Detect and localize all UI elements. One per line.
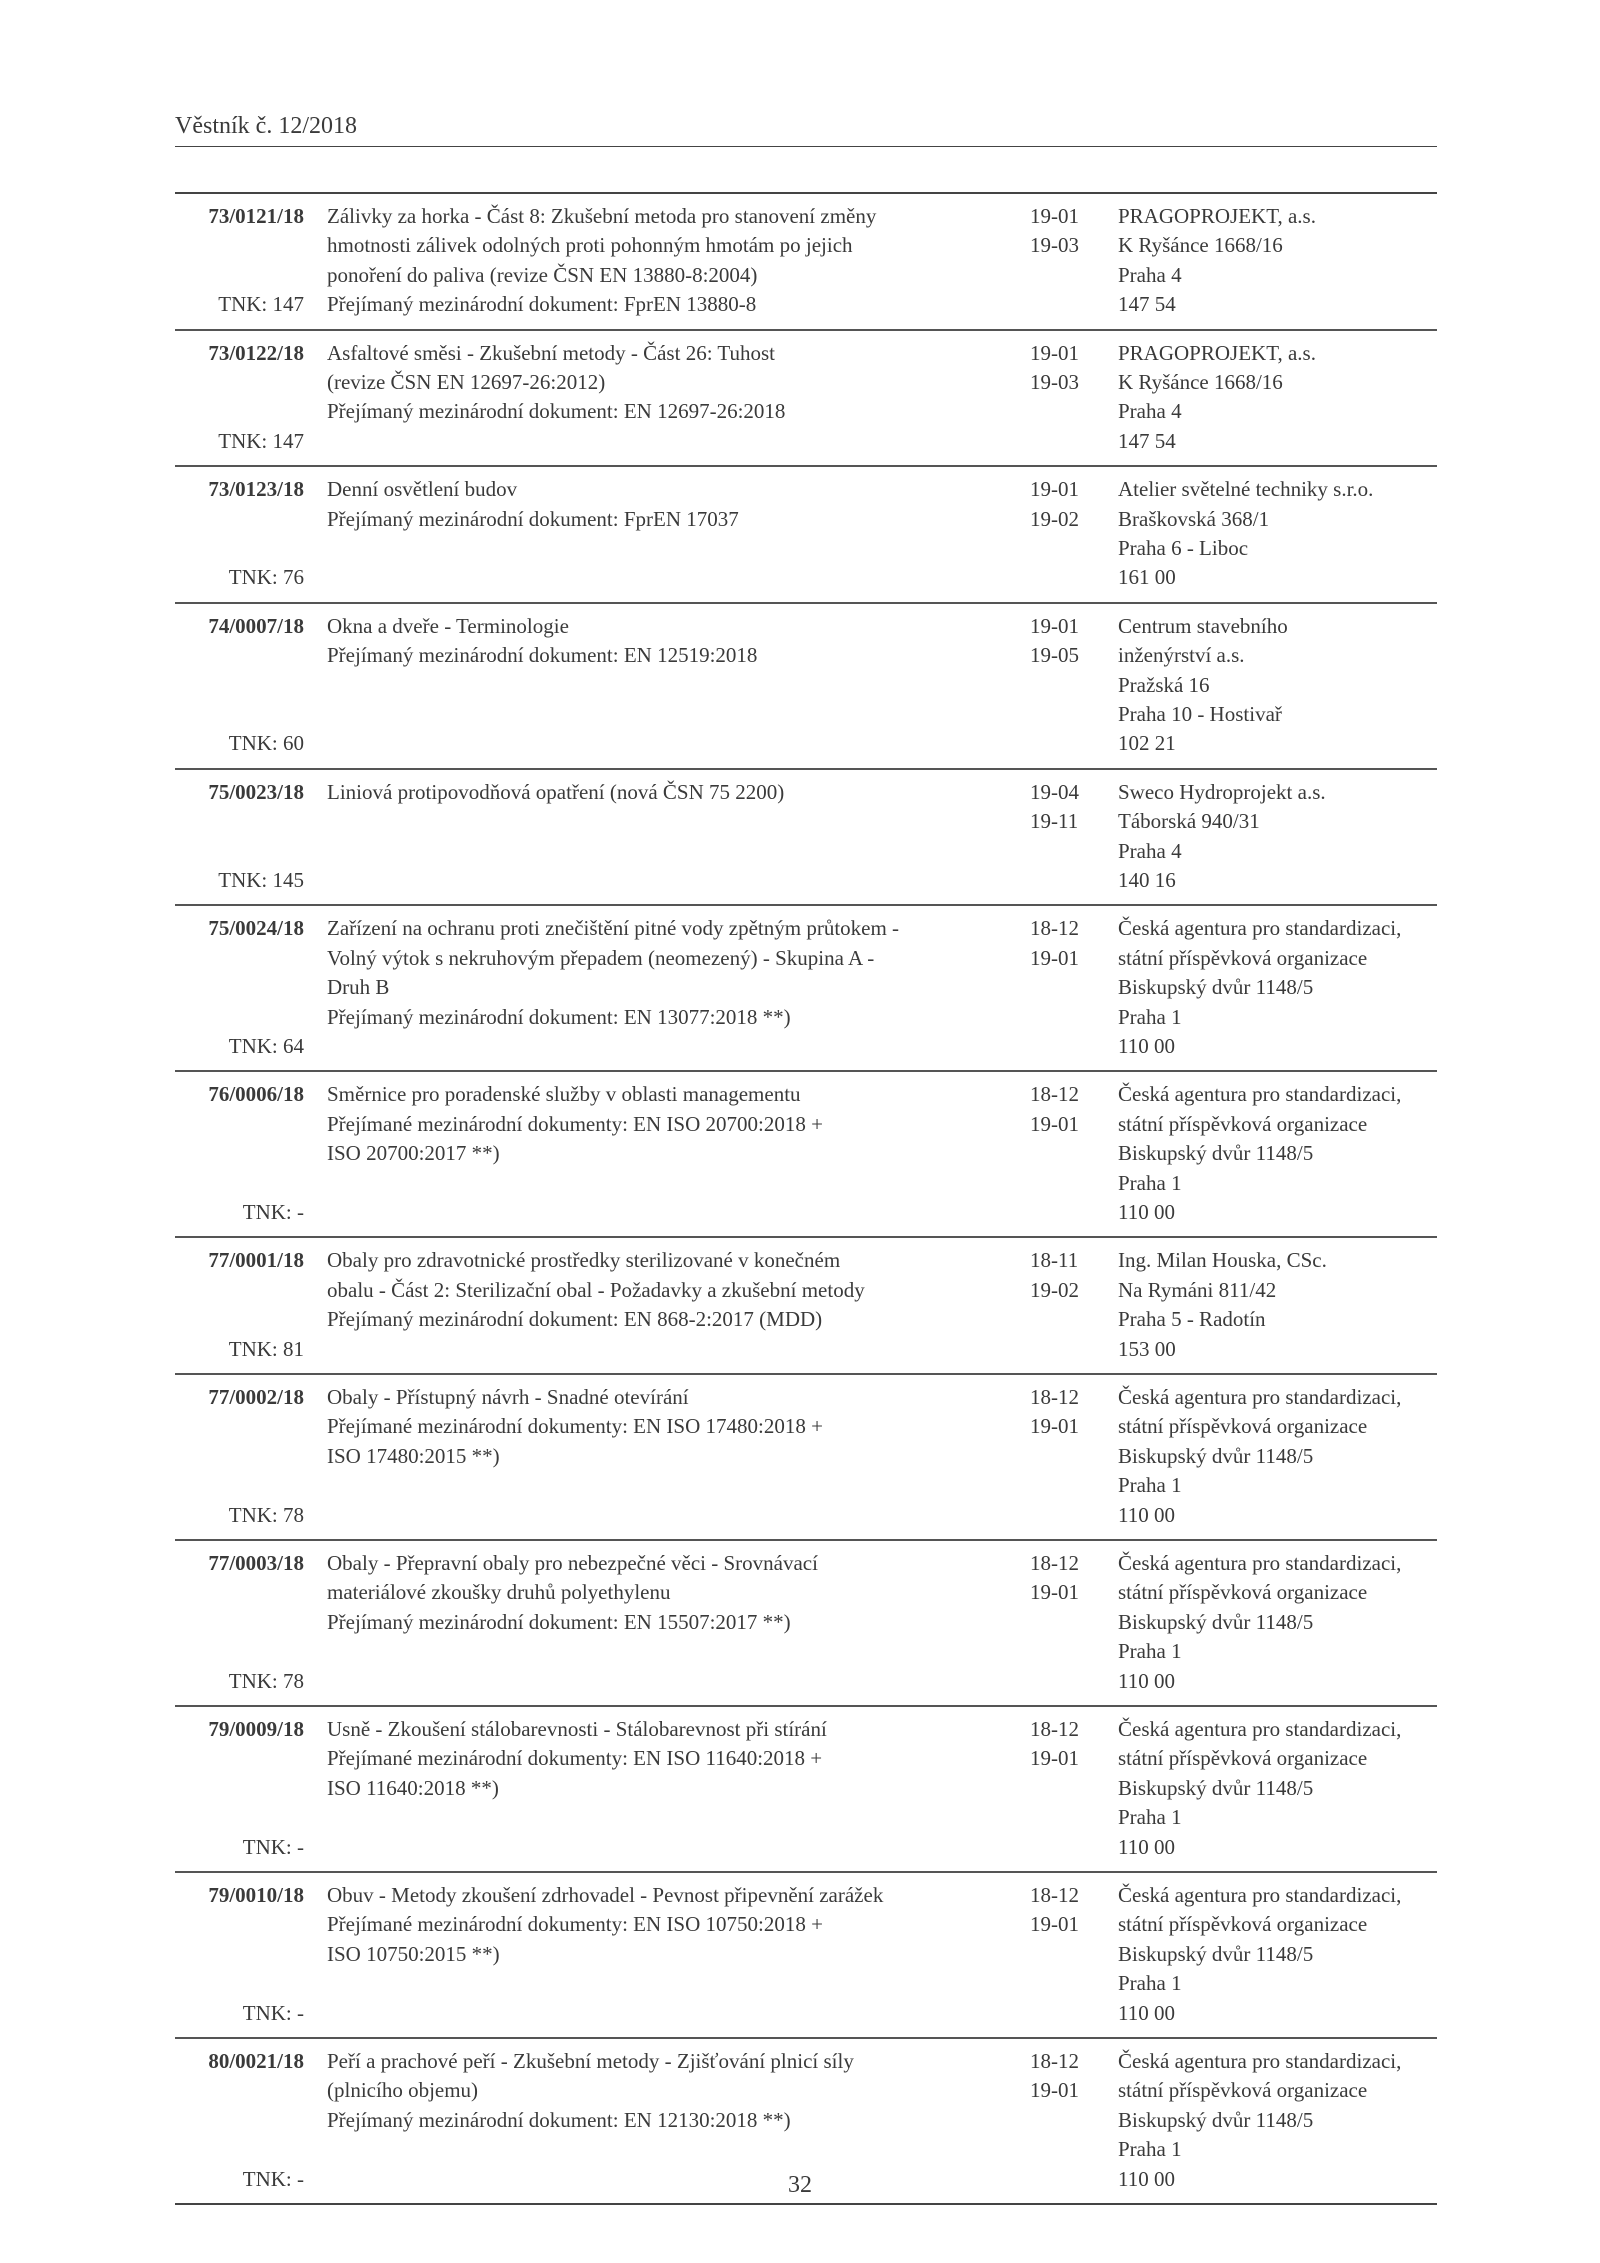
- tnk-number: TNK: -: [242, 2166, 304, 2191]
- contact-line: státní příspěvková organizace: [1118, 1746, 1368, 1771]
- tnk-number: TNK: 60: [228, 731, 304, 756]
- tnk-number: TNK: -: [242, 1200, 304, 1224]
- contact-line: Praha 1: [1118, 1473, 1182, 1498]
- tnk-number: TNK: 78: [228, 1668, 304, 1693]
- contact-line: Praha 5 - Radotín: [1118, 1307, 1266, 1332]
- date-value: 18-12: [1030, 2049, 1079, 2073]
- title-line: Druh B: [327, 975, 390, 1000]
- title-line: materiálové zkoušky druhů polyethylenu: [327, 1580, 671, 1605]
- standard-title: [327, 1549, 1017, 1637]
- title-line: Denní osvětlení budov: [327, 477, 518, 502]
- contact-line: Biskupský dvůr 1148/5: [1118, 1775, 1314, 1800]
- date-value: 19-01: [1030, 613, 1079, 638]
- title-line: Přejímaný mezinárodní dokument: EN 13077:2018 **): [327, 1004, 791, 1029]
- contact-line: Biskupský dvůr 1148/5: [1118, 1941, 1314, 1966]
- contact-line: 110 00: [1118, 1034, 1175, 1059]
- contact-line: Praha 1: [1118, 1170, 1182, 1195]
- title-line: Usně - Zkoušení stálobarevnosti - Stálobarevnost při stírání: [327, 1717, 827, 1741]
- date-value: 18-12: [1030, 1385, 1079, 1409]
- title-line: ISO 10750:2015 **): [327, 1941, 500, 1966]
- date-range: [1030, 475, 1100, 534]
- tnk-number: TNK: 147: [218, 292, 304, 317]
- contact-line: státní příspěvková organizace: [1118, 945, 1368, 970]
- date-value: 19-03: [1030, 370, 1079, 395]
- date-value: 19-01: [1030, 1111, 1079, 1136]
- contact-line: Česká agentura pro standardizaci,: [1118, 916, 1402, 941]
- processor-contact: [1118, 202, 1438, 320]
- standard-title: [327, 612, 1017, 671]
- table-row: [175, 1707, 1437, 1873]
- title-line: Přejímaný mezinárodní dokument: EN 12519:2018: [327, 643, 758, 668]
- contact-line: Praha 1: [1118, 1805, 1182, 1830]
- table-row: [175, 1375, 1437, 1541]
- contact-line: PRAGOPROJEKT, a.s.: [1118, 204, 1316, 228]
- date-value: 19-01: [1030, 477, 1079, 502]
- date-range: [1030, 1715, 1100, 1774]
- standard-code: 79/0010/18: [208, 1883, 304, 1907]
- contact-line: 110 00: [1118, 1200, 1175, 1225]
- date-value: 18-12: [1030, 1717, 1079, 1741]
- date-value: 19-01: [1030, 1746, 1079, 1771]
- date-value: 19-01: [1030, 1580, 1079, 1605]
- date-value: 18-12: [1030, 1883, 1079, 1907]
- date-value: 19-01: [1030, 1912, 1079, 1937]
- tnk-number: TNK: 78: [228, 1502, 304, 1527]
- contact-line: Praha 10 - Hostivař: [1118, 702, 1282, 727]
- date-range: [1030, 778, 1100, 837]
- contact-line: 110 00: [1118, 2166, 1175, 2191]
- standard-title: [327, 1383, 1017, 1471]
- standard-code: 80/0021/18: [208, 2049, 304, 2073]
- title-line: obalu - Část 2: Sterilizační obal - Požadavky a zkušební metody: [327, 1277, 865, 1302]
- date-range: [1030, 612, 1100, 671]
- processor-contact: [1118, 339, 1438, 457]
- standard-title: [327, 339, 1017, 427]
- date-range: [1030, 202, 1100, 261]
- contact-line: Biskupský dvůr 1148/5: [1118, 1141, 1314, 1166]
- standard-title: [327, 202, 1017, 320]
- standard-code: 73/0121/18: [208, 204, 304, 228]
- standard-code: 77/0001/18: [208, 1248, 304, 1273]
- contact-line: Česká agentura pro standardizaci,: [1118, 2049, 1402, 2073]
- processor-contact: [1118, 612, 1438, 759]
- contact-line: Centrum stavebního: [1118, 613, 1288, 638]
- standard-title: [327, 778, 1017, 807]
- contact-line: 161 00: [1118, 565, 1176, 590]
- title-line: Přejímané mezinárodní dokumenty: EN ISO 20700:2018 +: [327, 1111, 823, 1136]
- standard-title: [327, 914, 1017, 1032]
- date-value: 19-01: [1030, 204, 1079, 228]
- contact-line: Na Rymáni 811/42: [1118, 1277, 1277, 1302]
- contact-line: Praha 4: [1118, 262, 1182, 287]
- contact-line: Praha 1: [1118, 1004, 1182, 1029]
- contact-line: Česká agentura pro standardizaci,: [1118, 1717, 1402, 1741]
- title-line: ISO 17480:2015 **): [327, 1443, 500, 1468]
- table-row: [175, 1238, 1437, 1375]
- date-range: [1030, 1881, 1100, 1940]
- page-header-title: Věstník č. 12/2018: [175, 113, 357, 139]
- contact-line: PRAGOPROJEKT, a.s.: [1118, 340, 1316, 365]
- title-line: Přejímané mezinárodní dokumenty: EN ISO 10750:2018 +: [327, 1912, 823, 1937]
- tnk-number: TNK: 81: [228, 1336, 304, 1361]
- date-range: [1030, 1080, 1100, 1139]
- contact-line: Praha 1: [1118, 1971, 1182, 1996]
- processor-contact: [1118, 1881, 1438, 2028]
- contact-line: Praha 6 - Liboc: [1118, 536, 1249, 561]
- contact-line: Praha 4: [1118, 838, 1182, 863]
- table-row: [175, 331, 1437, 468]
- standard-code: 75/0024/18: [208, 916, 304, 941]
- table-row: [175, 770, 1437, 907]
- title-line: Obaly - Přepravní obaly pro nebezpečné věci - Srovnávací: [327, 1551, 818, 1575]
- standard-code: 77/0003/18: [208, 1551, 304, 1575]
- contact-line: 110 00: [1118, 1502, 1175, 1527]
- date-value: 18-12: [1030, 916, 1079, 941]
- contact-line: Praha 1: [1118, 1639, 1182, 1664]
- title-line: Volný výtok s nekruhovým přepadem (neomezený) - Skupina A -: [327, 945, 875, 970]
- table-row: [175, 467, 1437, 604]
- date-value: 19-01: [1030, 2078, 1079, 2103]
- tnk-number: TNK: -: [242, 1834, 304, 1859]
- title-line: Přejímané mezinárodní dokumenty: EN ISO 11640:2018 +: [327, 1746, 823, 1771]
- contact-line: Biskupský dvůr 1148/5: [1118, 2107, 1314, 2132]
- contact-line: Ing. Milan Houska, CSc.: [1118, 1248, 1327, 1273]
- title-line: Zálivky za horka - Část 8: Zkušební metoda pro stanovení změny: [327, 204, 877, 228]
- title-line: ISO 20700:2017 **): [327, 1141, 500, 1166]
- contact-line: Pražská 16: [1118, 672, 1210, 697]
- processor-contact: [1118, 1246, 1438, 1364]
- table-row: [175, 194, 1437, 331]
- date-range: [1030, 914, 1100, 973]
- date-range: [1030, 1549, 1100, 1608]
- contact-line: 102 21: [1118, 731, 1176, 756]
- standards-table: [175, 192, 1437, 2205]
- contact-line: státní příspěvková organizace: [1118, 1912, 1368, 1937]
- date-value: 19-01: [1030, 1414, 1079, 1439]
- date-range: [1030, 2047, 1100, 2106]
- contact-line: 140 16: [1118, 868, 1176, 893]
- tnk-number: TNK: -: [242, 2000, 304, 2025]
- title-line: Přejímaný mezinárodní dokument: FprEN 17037: [327, 506, 739, 531]
- contact-line: 147 54: [1118, 428, 1176, 453]
- title-line: Přejímaný mezinárodní dokument: FprEN 13880-8: [327, 292, 757, 317]
- title-line: Přejímané mezinárodní dokumenty: EN ISO 17480:2018 +: [327, 1414, 823, 1439]
- contact-line: Česká agentura pro standardizaci,: [1118, 1551, 1402, 1575]
- contact-line: Česká agentura pro standardizaci,: [1118, 1082, 1402, 1107]
- contact-line: 147 54: [1118, 292, 1176, 317]
- title-line: (plnicího objemu): [327, 2078, 479, 2103]
- standard-code: 76/0006/18: [208, 1082, 304, 1107]
- date-value: 19-02: [1030, 1277, 1079, 1302]
- contact-line: Česká agentura pro standardizaci,: [1118, 1385, 1402, 1409]
- contact-line: státní příspěvková organizace: [1118, 1414, 1368, 1439]
- contact-line: 110 00: [1118, 2000, 1175, 2025]
- date-value: 18-11: [1030, 1248, 1079, 1273]
- title-line: Obaly pro zdravotnické prostředky sterilizované v konečném: [327, 1248, 841, 1273]
- contact-line: státní příspěvková organizace: [1118, 2078, 1368, 2103]
- title-line: Asfaltové směsi - Zkušební metody - Část 26: Tuhost: [327, 340, 775, 365]
- standard-title: [327, 1080, 1017, 1168]
- title-line: Liniová protipovodňová opatření (nová ČSN 75 2200): [327, 779, 785, 804]
- date-value: 19-11: [1030, 809, 1079, 834]
- contact-line: 110 00: [1118, 1834, 1175, 1859]
- title-line: (revize ČSN EN 12697-26:2012): [327, 370, 606, 395]
- contact-line: Atelier světelné techniky s.r.o.: [1118, 477, 1374, 502]
- processor-contact: [1118, 1549, 1438, 1696]
- title-line: Peří a prachové peří - Zkušební metody - Zjišťování plnicí síly: [327, 2049, 854, 2073]
- contact-line: Praha 1: [1118, 2137, 1182, 2162]
- date-value: 19-04: [1030, 779, 1079, 804]
- table-row: [175, 1072, 1437, 1238]
- standard-title: [327, 2047, 1017, 2135]
- standard-code: 75/0023/18: [208, 779, 304, 804]
- title-line: Směrnice pro poradenské služby v oblasti managementu: [327, 1082, 801, 1107]
- title-line: Zařízení na ochranu proti znečištění pitné vody zpětným průtokem -: [327, 916, 900, 941]
- contact-line: Biskupský dvůr 1148/5: [1118, 1609, 1314, 1634]
- date-value: 19-03: [1030, 233, 1079, 258]
- standard-code: 79/0009/18: [208, 1717, 304, 1741]
- contact-line: Česká agentura pro standardizaci,: [1118, 1883, 1402, 1907]
- processor-contact: [1118, 914, 1438, 1061]
- contact-line: Biskupský dvůr 1148/5: [1118, 975, 1314, 1000]
- standard-code: 73/0122/18: [208, 340, 304, 365]
- title-line: Okna a dveře - Terminologie: [327, 613, 569, 638]
- page-number: 32: [788, 2172, 812, 2198]
- title-line: Přejímaný mezinárodní dokument: EN 15507:2017 **): [327, 1609, 791, 1634]
- contact-line: státní příspěvková organizace: [1118, 1580, 1368, 1605]
- contact-line: 153 00: [1118, 1336, 1176, 1361]
- title-line: Přejímaný mezinárodní dokument: EN 12697-26:2018: [327, 399, 786, 424]
- processor-contact: [1118, 778, 1438, 896]
- tnk-number: TNK: 147: [218, 428, 304, 453]
- title-line: Obuv - Metody zkoušení zdrhovadel - Pevnost připevnění zarážek: [327, 1883, 884, 1907]
- processor-contact: [1118, 1080, 1438, 1227]
- tnk-number: TNK: 145: [218, 868, 304, 892]
- date-value: 19-01: [1030, 340, 1079, 365]
- tnk-number: TNK: 76: [228, 565, 304, 590]
- table-row: [175, 1873, 1437, 2039]
- tnk-number: TNK: 64: [228, 1034, 304, 1058]
- table-row: [175, 1541, 1437, 1707]
- standard-title: [327, 1881, 1017, 1969]
- standard-code: 73/0123/18: [208, 477, 304, 502]
- title-line: Obaly - Přístupný návrh - Snadné otevírání: [327, 1385, 689, 1409]
- contact-line: Braškovská 368/1: [1118, 506, 1270, 531]
- title-line: hmotnosti zálivek odolných proti pohonným hmotám po jejich: [327, 233, 853, 258]
- date-range: [1030, 1246, 1100, 1305]
- table-row: [175, 906, 1437, 1072]
- title-line: Přejímaný mezinárodní dokument: EN 12130:2018 **): [327, 2107, 791, 2132]
- standard-title: [327, 475, 1017, 534]
- date-range: [1030, 1383, 1100, 1442]
- standard-code: 74/0007/18: [208, 613, 304, 638]
- standard-title: [327, 1246, 1017, 1334]
- title-line: ISO 11640:2018 **): [327, 1775, 499, 1800]
- processor-contact: [1118, 1383, 1438, 1530]
- contact-line: inženýrství a.s.: [1118, 643, 1245, 668]
- date-value: 18-12: [1030, 1082, 1079, 1107]
- contact-line: státní příspěvková organizace: [1118, 1111, 1368, 1136]
- date-range: [1030, 339, 1100, 398]
- contact-line: 110 00: [1118, 1668, 1175, 1693]
- date-value: 19-01: [1030, 945, 1079, 970]
- date-value: 19-02: [1030, 506, 1079, 531]
- date-value: 18-12: [1030, 1551, 1079, 1575]
- contact-line: Táborská 940/31: [1118, 809, 1260, 834]
- title-line: ponoření do paliva (revize ČSN EN 13880-8:2004): [327, 262, 758, 287]
- contact-line: Praha 4: [1118, 399, 1182, 424]
- table-row: [175, 604, 1437, 770]
- processor-contact: [1118, 475, 1438, 593]
- title-line: Přejímaný mezinárodní dokument: EN 868-2:2017 (MDD): [327, 1307, 823, 1332]
- contact-line: K Ryšánce 1668/16: [1118, 233, 1283, 258]
- contact-line: Biskupský dvůr 1148/5: [1118, 1443, 1314, 1468]
- contact-line: Sweco Hydroprojekt a.s.: [1118, 779, 1326, 804]
- contact-line: K Ryšánce 1668/16: [1118, 370, 1283, 395]
- standard-code: 77/0002/18: [208, 1385, 304, 1409]
- standard-title: [327, 1715, 1017, 1803]
- processor-contact: [1118, 1715, 1438, 1862]
- header-divider: [175, 146, 1437, 147]
- date-value: 19-05: [1030, 643, 1079, 668]
